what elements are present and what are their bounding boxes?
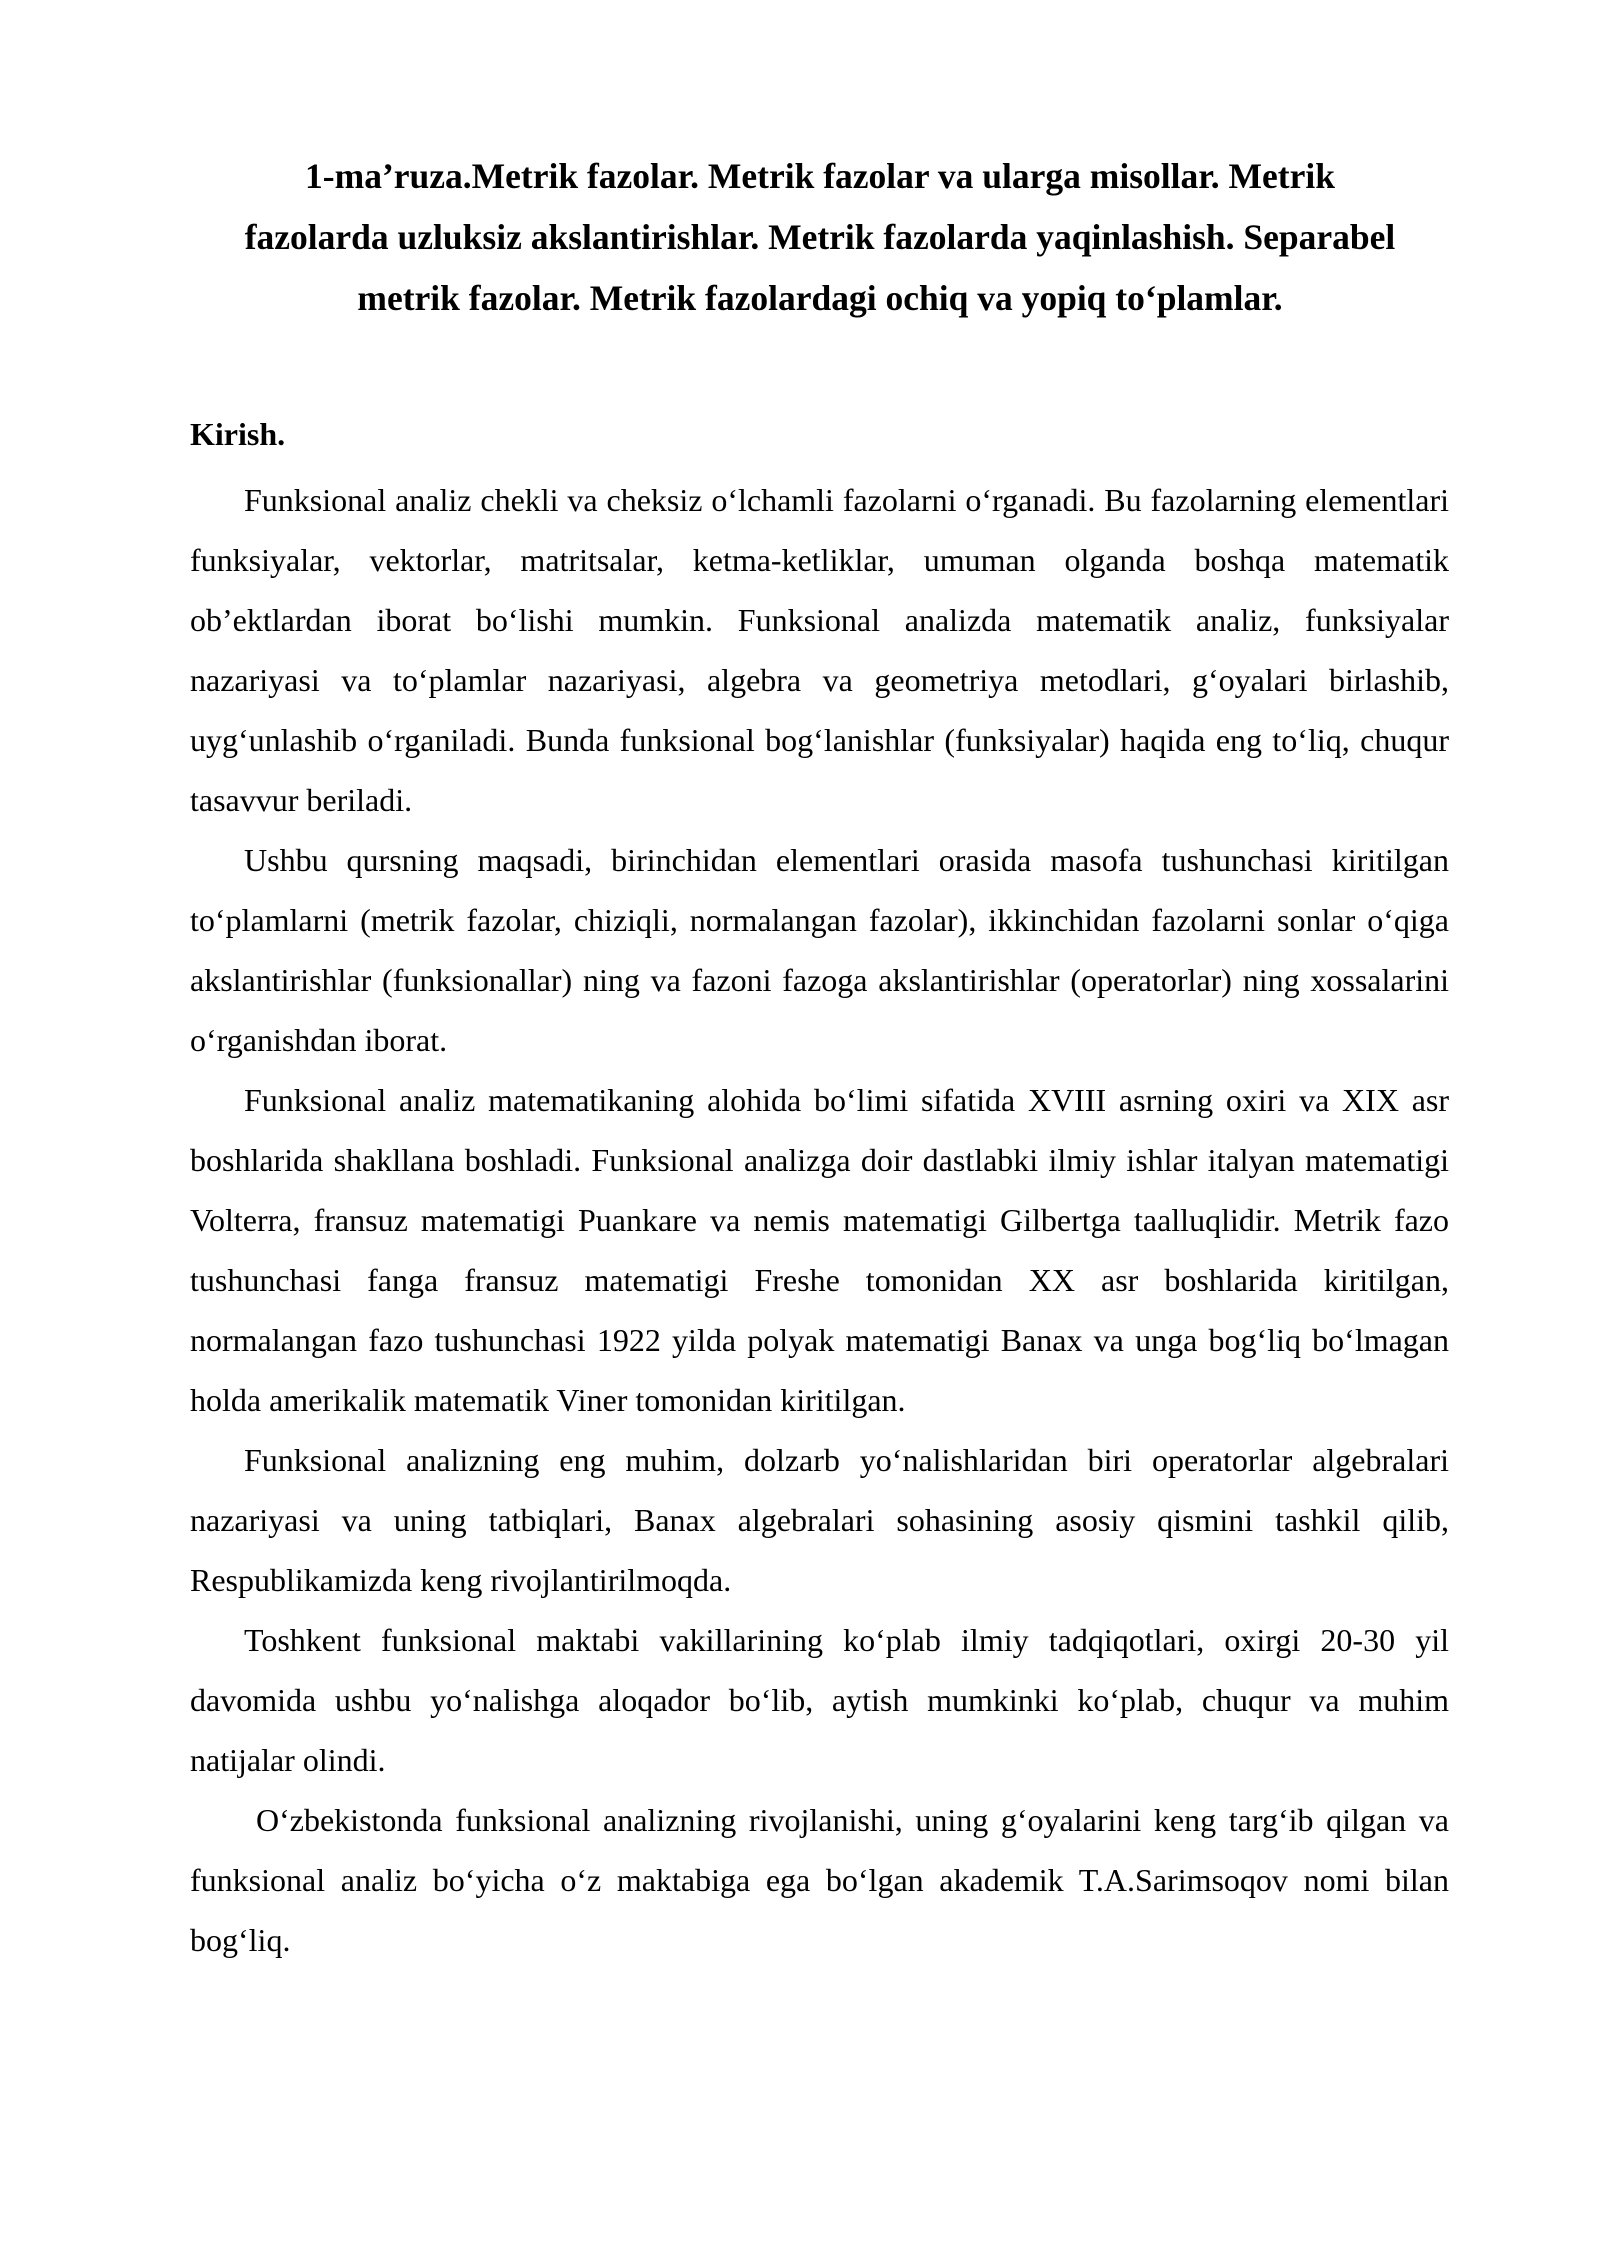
document-body (190, 470, 1449, 1970)
paragraph-6: O‘zbekistonda funksional analizning rivojlanishi, uning g‘oyalarini keng targ‘ib qilgan va funksional analiz bo‘yicha o‘z maktabiga ega bo‘lgan akademik T.A.Sarimsoqov nomi bilan bog‘liq. (190, 1802, 1449, 1958)
lecture-title (190, 146, 1450, 329)
paragraph-1: Funksional analiz chekli va cheksiz o‘lchamli fazolarni o‘rganadi. Bu fazolarning elementlari funksiyalar, vektorlar, matritsalar, ketma-ketliklar, umuman olganda boshqa matematik ob’ektlardan iborat bo‘lishi mumkin. Funksional analizda matematik analiz, funksiyalar nazariyasi va to‘plamlar nazariyasi, algebra va geometriya metodlari, g‘oyalari birlashib, uyg‘unlashib o‘rganiladi. Bunda funksional bog‘lanishlar (funksiyalar) haqida eng to‘liq, chuqur tasavvur beriladi. (190, 482, 1449, 818)
lecture-title-line-2: fazolarda uzluksiz akslantirishlar. Metrik fazolarda yaqinlashish. Separabel (244, 217, 1396, 257)
paragraph-5: Toshkent funksional maktabi vakillarining ko‘plab ilmiy tadqiqotlari, oxirgi 20-30 yil davomida ushbu yo‘nalishga aloqador bo‘lib, aytish mumkinki ko‘plab, chuqur va muhim natijalar olindi. (190, 1622, 1449, 1778)
paragraph-4: Funksional analizning eng muhim, dolzarb yo‘nalishlaridan biri operatorlar algebralari nazariyasi va uning tatbiqlari, Banax algebralari sohasining asosiy qismini tashkil qilib, Respublikamizda keng rivojlantirilmoqda. (190, 1442, 1449, 1598)
lecture-title-line-1: 1-ma’ruza.Metrik fazolar. Metrik fazolar va ularga misollar. Metrik (305, 156, 1335, 196)
paragraph-3: Funksional analiz matematikaning alohida bo‘limi sifatida XVIII asrning oxiri va XIX asr boshlarida shakllana boshladi. Funksional analizga doir dastlabki ilmiy ishlar italyan matematigi Volterra, fransuz matematigi Puankare va nemis matematigi Gilbertga taalluqlidir. Metrik fazo tushunchasi fanga fransuz matematigi Freshe tomonidan XX asr boshlarida kiritilgan, normalangan fazo tushunchasi 1922 yilda polyak matematigi Banax va unga bog‘liq bo‘lmagan holda amerikalik matematik Viner tomonidan kiritilgan. (190, 1082, 1449, 1418)
paragraph-2: Ushbu qursning maqsadi, birinchidan elementlari orasida masofa tushunchasi kiritilgan to‘plamlarni (metrik fazolar, chiziqli, normalangan fazolar), ikkinchidan fazolarni sonlar o‘qiga akslantirishlar (funksionallar) ning va fazoni fazoga akslantirishlar (operatorlar) ning xossalarini o‘rganishdan iborat. (190, 842, 1449, 1058)
section-heading: Kirish. (190, 416, 286, 452)
lecture-title-line-3: metrik fazolar. Metrik fazolardagi ochiq va yopiq to‘plamlar. (357, 278, 1283, 318)
